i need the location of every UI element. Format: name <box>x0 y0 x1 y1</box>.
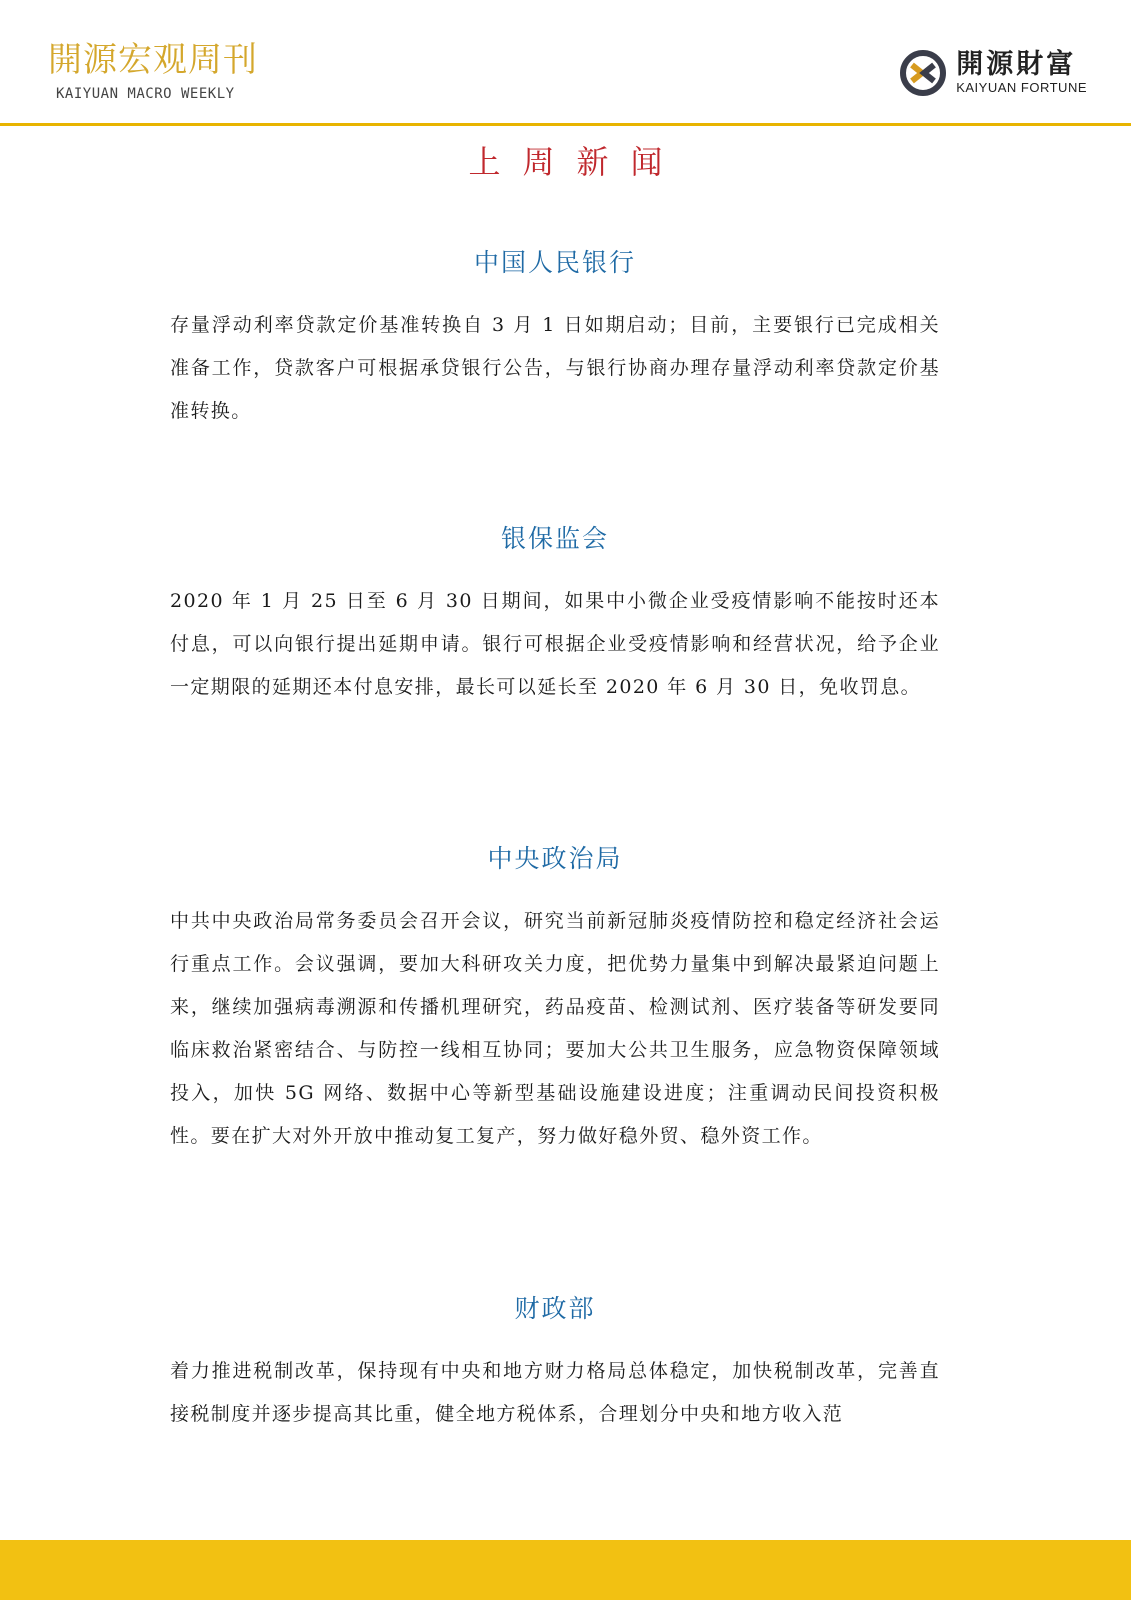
page-header <box>0 0 1131 128</box>
news-source-heading: 财政部 <box>514 1294 596 1323</box>
kaiyuan-logo-icon <box>898 48 948 98</box>
news-source-heading: 中央政治局 <box>487 844 623 873</box>
news-source-heading: 中国人民银行 <box>473 248 636 277</box>
news-source-heading: 银保监会 <box>500 524 609 553</box>
news-item-pboc <box>170 246 940 433</box>
header-divider <box>0 123 1131 126</box>
logo-text <box>956 50 1087 96</box>
news-item-politburo <box>170 842 940 1158</box>
logo-name-en: KAIYUAN FORTUNE <box>956 80 1087 95</box>
news-item-cbirc <box>170 522 940 709</box>
publication-subtitle: KAIYUAN MACRO WEEKLY <box>56 86 235 102</box>
news-body: 2020 年 1 月 25 日至 6 月 30 日期间，如果中小微企业受疫情影响不能按时还本付息，可以向银行提出延期申请。银行可根据企业受疫情影响和经营状况，给予企业一定期限的延期还本付息安排，最长可以延长至 2020 年 6 月 30 日，免收罚息。 <box>170 590 940 698</box>
kaiyuan-logo <box>898 48 1087 98</box>
news-item-mof <box>170 1292 940 1436</box>
news-body: 中共中央政治局常务委员会召开会议，研究当前新冠肺炎疫情防控和稳定经济社会运行重点工作。会议强调，要加大科研攻关力度，把优势力量集中到解决最紧迫问题上来，继续加强病毒溯源和传播机理研究，药品疫苗、检测试剂、医疗装备等研发要同临床救治紧密结合、与防控一线相互协同；要加大公共卫生服务，应急物资保障领域投入，加快 5G 网络、数据中心等新型基础设施建设进度；注重调动民间投资积极性。要在扩大对外开放中推动复工复产，努力做好稳外贸、稳外资工作。 <box>170 910 940 1147</box>
logo-name-cn: 開源財富 <box>956 49 1077 80</box>
news-body: 着力推进税制改革，保持现有中央和地方财力格局总体稳定，加快税制改革，完善直接税制度并逐步提高其比重，健全地方税体系，合理划分中央和地方收入范 <box>170 1360 940 1425</box>
news-body: 存量浮动利率贷款定价基准转换自 3 月 1 日如期启动；目前，主要银行已完成相关准备工作，贷款客户可根据承贷银行公告，与银行协商办理存量浮动利率贷款定价基准转换。 <box>170 314 940 422</box>
publication-title: 開源宏观周刊 <box>48 40 258 80</box>
footer-bar <box>0 1540 1131 1600</box>
section-title: 上周新闻 <box>468 143 685 181</box>
